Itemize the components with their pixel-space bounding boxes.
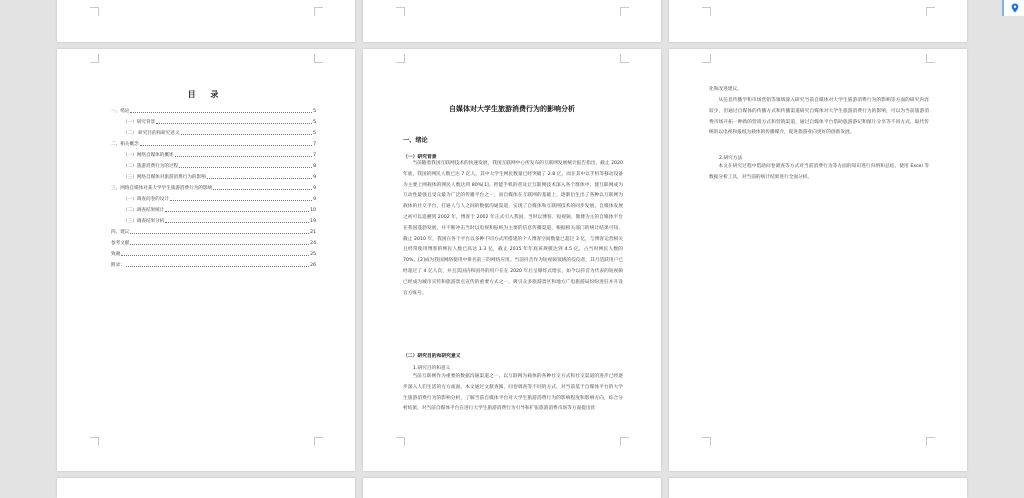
toc-entry-page: 8 [313, 164, 316, 169]
margin-mark [620, 7, 629, 16]
toc-entry[interactable] [111, 191, 316, 202]
toc-entry[interactable] [111, 158, 316, 169]
toc-entry-label: 一、绪论 [111, 109, 130, 114]
toc-entry[interactable] [111, 257, 316, 268]
toc-leader-dots [130, 112, 312, 113]
margin-mark [926, 437, 935, 446]
toc-leader-dots [165, 211, 309, 212]
toc-entry-label: 附录： [111, 263, 125, 268]
toc-entry-label: （一）调查问卷的设计 [123, 197, 169, 202]
toc-entry-page: 5 [313, 131, 316, 136]
toc-entry-label: （三）网络自媒体对旅游消费行为的影响 [123, 175, 206, 180]
toc-entry-page: 7 [313, 153, 316, 158]
location-button[interactable] [1002, 0, 1024, 16]
toc-leader-dots [170, 200, 312, 201]
margin-mark [396, 7, 405, 16]
toc-entry-page: 24 [310, 241, 316, 246]
toc-entry-label: 参考文献 [111, 241, 130, 246]
toc-entry[interactable] [111, 125, 316, 136]
page-bottom-3 [669, 478, 967, 498]
toc-entry[interactable] [111, 180, 316, 191]
margin-mark [396, 437, 405, 446]
toc-entry-label: 三、网络自媒体对某大学学生旅游消费行为的影响 [111, 186, 213, 191]
toc-leader-dots [156, 123, 312, 124]
toc-entry-label: （二）调查结果统计 [123, 208, 165, 213]
margin-mark [702, 437, 711, 446]
paragraph-continued: 化和改进建议。 [709, 87, 742, 92]
toc-entry[interactable] [111, 235, 316, 246]
toc-title: 目 录 [187, 89, 225, 99]
heading-introduction: 一、绪论 [403, 137, 428, 144]
toc-leader-dots [175, 156, 313, 157]
toc-entry-page: 21 [310, 230, 316, 235]
toc-entry[interactable] [111, 202, 316, 213]
page-bottom-2 [363, 478, 661, 498]
toc-entry-page: 10 [310, 208, 316, 213]
toc-entry-label: （一）网络自媒体的概述 [123, 153, 174, 158]
toc-leader-dots [121, 255, 309, 256]
body-page-2 [669, 49, 967, 471]
margin-mark [314, 7, 323, 16]
toc-entry-page: 7 [313, 142, 316, 147]
toc-entry-label: 四、建议 [111, 230, 130, 235]
toc-entry-page: 9 [313, 186, 316, 191]
table-of-contents [111, 103, 316, 268]
toc-entry-page: 19 [310, 219, 316, 224]
toc-entry-label: 致谢 [111, 252, 121, 257]
toc-leader-dots [130, 233, 309, 234]
toc-entry[interactable] [111, 246, 316, 257]
toc-entry[interactable] [111, 136, 316, 147]
page-bottom-1 [57, 478, 355, 498]
document-title: 自媒体对大学生旅游消费行为的影响分析 [449, 105, 575, 113]
toc-entry-page: 26 [310, 263, 316, 268]
toc-entry-label: （二）旅游消费行为的过程 [123, 164, 179, 169]
toc-entry-label: （一）研究背景 [123, 120, 156, 125]
margin-mark [926, 7, 935, 16]
toc-leader-dots [140, 145, 312, 146]
subheading-method: 2.研究方法 [719, 156, 743, 161]
margin-mark [620, 437, 629, 446]
margin-mark [926, 54, 935, 63]
toc-entry-label: （二） 研究目的和研究意义 [123, 131, 180, 136]
paragraph-significance: 从信息传播学和市场营销等领域深入研究当前自媒体对大学生旅游消费行为的影响等方面的研究内容较少，但通过自媒体的传播方式和传播渠道研究自媒体对大学生旅游消费行为的影响，可以为当前旅游消费市场开拓一种新的营销方式和营销渠道，通过自媒体平台借助旅游游记和图片分享等不同方式，取代传统的以电视和报纸为载体的传播媒介，促进旅游业向更好的创新发展。 [709, 98, 929, 136]
page-top-1 [57, 0, 355, 42]
toc-leader-dots [207, 178, 312, 179]
heading-research-background: （一）研究背景 [403, 155, 437, 160]
margin-mark [90, 437, 99, 446]
toc-entry[interactable] [111, 147, 316, 158]
paragraph-purpose: 当前互联网作为重要的数据沟通渠道之一，以互联网为载体的各种社交方式和社交渠道的进步已经逐步深入人们生活的方方面面，本文通过文献查阅、问卷调查等不同的方式，对当前基于自媒体平台的大学生旅游消费行为的影响分析，了解当前自媒体平台对大学生旅游消费行为的影响程度和影响方向，综合分析结果，对当前自媒体平台在进行大学生旅游消费行为引导和扩张旅游消费市场等方面提出优 [403, 374, 623, 412]
toc-entry[interactable] [111, 114, 316, 125]
toc-entry[interactable] [111, 213, 316, 224]
paragraph-method: 本文在研究过程中借助问卷调查等方式对当前消费行为等方面的知识进行归纳和总结，使用 Excel 等数据分析工具，对当前的统计结果进行全面分析。 [709, 164, 929, 180]
heading-research-purpose: （二）研究目的和研究意义 [403, 354, 461, 359]
margin-mark [702, 7, 711, 16]
toc-entry-page: 25 [310, 252, 316, 257]
subheading-purpose: 1.研究目的和意义 [413, 366, 451, 371]
toc-entry[interactable] [111, 103, 316, 114]
body-page-1 [363, 49, 661, 471]
margin-mark [396, 54, 405, 63]
margin-mark [314, 437, 323, 446]
margin-mark [90, 7, 99, 16]
page-top-2 [363, 0, 661, 42]
toc-entry-page: 5 [313, 109, 316, 114]
toc-leader-dots [165, 222, 309, 223]
toc-entry-page: 5 [313, 120, 316, 125]
margin-mark [702, 54, 711, 63]
page-top-3 [669, 0, 967, 42]
location-pin-icon [1011, 3, 1019, 13]
toc-entry-label: 二、相关概念 [111, 142, 139, 147]
toc-leader-dots [179, 167, 312, 168]
toc-leader-dots [130, 244, 309, 245]
toc-entry[interactable] [111, 169, 316, 180]
toc-page [57, 49, 355, 471]
margin-mark [620, 54, 629, 63]
margin-mark [90, 54, 99, 63]
paragraph-background: 当前随着我国互联网技术的快速发展，我国互联网中心所发布的互联网发展统计报告指出，截止 2020 年底，我国的网民人数已达 7 亿人，其中大学生网民数量已经突破了 2.8 亿，而在其中以手机等移动设备为主要上网载体的网民人数达到 80%[1]。智能手机的普及让互联网技术深入各个群体中，使互联网成为互动性最强且受众最为广泛的传播平台之一，而自媒体在互联网的基础上，逐渐衍生出了各种以互联网为载体的社交平台，打通人与人之间的数据沟通渠道，实现了自媒体和互联网技术的同步发展。自媒体发展之初可以追溯到 2002 年，博客于 2002 年正式引入我国，当时以博客、短视频、微博为主的自媒体平台在我国蓬勃发展，并不断冲击当时以电视和报纸为主要的信息传播渠道。根据相关部门的统计结果可知，截止 2010 年，我国在各个平台以多种不同方式所搭建的个人博客空间数量已超过 3 亿，与博客运营相关且经常使用博客的网民人数已高达 1.3 亿，截止 2015 年年底该规模达到 4.5 亿，占当时网民人数的 70%，[2]成为我国网络使用中排名前三的网络应用。当前抖音作为短视频领域的佼佼者，其月活跃用户已经超过了 4 亿人次，并且其国内和国外的用户在在 2020 年后呈爆炸式增长，如今以抖音为代表的短视频已经成为城市宣传和旅游景点宣传的重要方式之一，吸引众多旅游景区和地方广电旅游局纷纷进驻并开设官方账号。 [403, 161, 623, 296]
toc-leader-dots [181, 134, 312, 135]
margin-mark [314, 54, 323, 63]
toc-entry-label: （三）调查结果分析 [123, 219, 165, 224]
toc-leader-dots [213, 189, 312, 190]
toc-entry-page: 9 [313, 197, 316, 202]
toc-entry[interactable] [111, 224, 316, 235]
toc-leader-dots [126, 266, 309, 267]
toc-entry-page: 9 [313, 175, 316, 180]
